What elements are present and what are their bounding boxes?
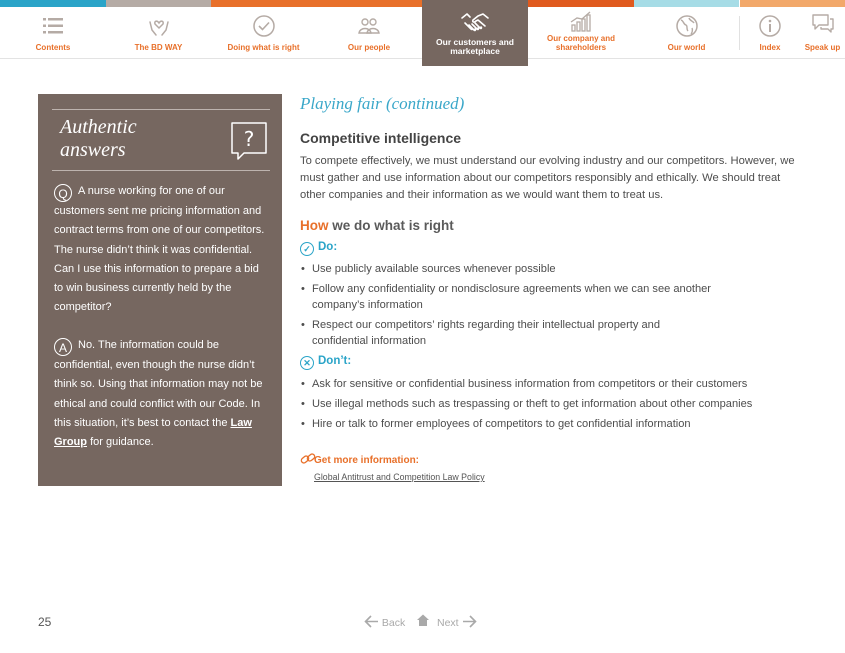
panel-bottom-rule	[52, 170, 270, 171]
handshake-icon	[460, 10, 490, 34]
answer-badge: A	[54, 338, 72, 356]
list-item: • Respect our competitors’ rights regarding their intellectual property and confidential information	[300, 317, 702, 349]
do-heading	[300, 241, 337, 256]
tab-our-world[interactable]	[634, 0, 739, 58]
dont-list	[300, 376, 800, 436]
next-button[interactable]	[437, 615, 477, 629]
tab-speak-up[interactable]	[800, 0, 845, 58]
do-list	[300, 261, 800, 353]
top-navigation	[0, 0, 845, 59]
list-item: • Ask for sensitive or confidential business information from competitors or their customers	[300, 376, 800, 392]
panel-title: Authentic answers	[60, 116, 137, 161]
people-icon	[357, 14, 381, 38]
dont-label: Don’t:	[318, 355, 352, 367]
globe-icon	[675, 14, 699, 38]
tab-the-bd-way[interactable]	[106, 0, 211, 58]
cross-icon: ✕	[300, 356, 314, 370]
tab-our-customers-and-marketplace[interactable]	[422, 0, 528, 66]
home-icon	[416, 613, 430, 627]
tab-color-strip	[316, 0, 422, 7]
question-block	[54, 182, 269, 318]
answer-text-end: for guidance.	[90, 436, 154, 449]
tab-color-strip	[211, 0, 316, 7]
antitrust-policy-link[interactable]: Global Antitrust and Competition Law Policy	[314, 472, 485, 482]
question-badge: Q	[54, 184, 72, 202]
question-bubble-icon	[230, 121, 268, 161]
tab-label: Doing what is right	[227, 43, 300, 52]
home-button[interactable]	[416, 613, 430, 630]
check-circle-icon	[252, 14, 276, 38]
tab-color-strip	[528, 0, 634, 7]
back-label: Back	[381, 617, 406, 629]
list-item: • Hire or talk to former employees of competitors to get confidential information	[300, 416, 800, 432]
tab-label: Contents	[35, 43, 71, 52]
tab-contents[interactable]	[0, 0, 106, 58]
intro-paragraph: To compete effectively, we must understand our evolving industry and our competitors. However, we must gather and use information about our competitors responsibly and ethically. We should treat other companies and their information as we would want them to treat us.	[300, 155, 795, 201]
list-icon	[41, 14, 65, 38]
tab-color-strip	[740, 0, 800, 7]
back-button[interactable]	[364, 615, 405, 629]
how-heading	[300, 218, 454, 233]
question-text: A nurse working for one of our customers sent me pricing information and contract terms from one of our competitors. The nurse didn’t think it was confidential. Can I use this information to prepare a bid to win business currently held by the competitor?	[54, 185, 265, 314]
authentic-answers-panel	[38, 94, 282, 486]
tab-label: The BD WAY	[134, 43, 183, 52]
speech-bubbles-icon	[811, 12, 835, 36]
more-information-label: Get more information:	[314, 455, 420, 466]
tab-label: Speak up	[804, 43, 841, 52]
tab-our-people[interactable]	[316, 0, 422, 58]
tab-index[interactable]	[740, 0, 800, 58]
tab-color-strip	[106, 0, 211, 7]
list-item: • Use publicly available sources whenever possible	[300, 261, 800, 277]
page-heading: Playing fair (continued)	[300, 94, 465, 113]
law-group-link[interactable]: Law Group	[54, 416, 252, 449]
answer-block	[54, 336, 269, 452]
bar-chart-icon	[569, 10, 593, 34]
info-icon	[758, 14, 782, 38]
svg-text:?: ?	[243, 127, 255, 151]
panel-top-rule	[52, 109, 270, 110]
how-word: How	[300, 218, 329, 233]
tab-label: Our company and shareholders	[546, 34, 615, 52]
tab-label: Our customers and marketplace	[436, 37, 514, 56]
tab-color-strip	[800, 0, 845, 7]
tab-our-company-and-shareholders[interactable]	[528, 0, 634, 58]
tab-label: Our world	[667, 43, 706, 52]
tab-doing-what-is-right[interactable]	[211, 0, 316, 58]
page-number: 25	[38, 615, 52, 629]
how-rest: we do what is right	[332, 218, 454, 233]
tab-color-strip	[634, 0, 739, 7]
hands-heart-icon	[147, 14, 171, 38]
next-label: Next	[437, 617, 459, 629]
tab-label: Index	[759, 43, 781, 52]
arrow-right-icon	[462, 615, 477, 628]
arrow-left-icon	[364, 615, 379, 628]
tab-label: Our people	[347, 43, 391, 52]
list-item: • Use illegal methods such as trespassing or theft to get information about other companies	[300, 396, 800, 412]
tab-color-strip	[0, 0, 106, 7]
do-label: Do:	[318, 241, 338, 253]
dont-heading	[300, 355, 351, 370]
answer-text: No. The information could be confidential, even though the nurse didn’t think so. Using that information may not be ethical and could conflict with our Code. In this situation, it’s best to contact the	[54, 339, 263, 429]
list-item: • Follow any confidentiality or nondisclosure agreements when we can see another company’s information	[300, 281, 732, 313]
section-title: Competitive intelligence	[300, 130, 462, 146]
check-icon: ✓	[300, 242, 314, 256]
